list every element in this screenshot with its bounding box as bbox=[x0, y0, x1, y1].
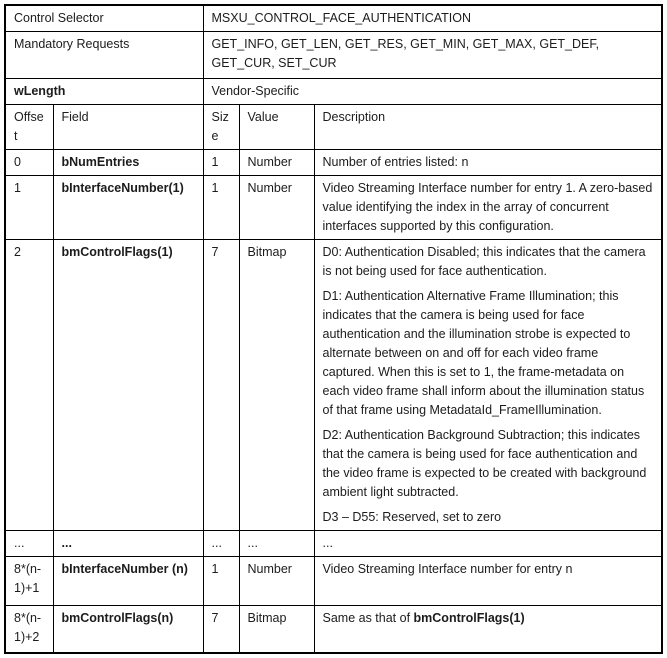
description-text: Same as that of bbox=[322, 611, 414, 625]
meta-label: Control Selector bbox=[5, 5, 203, 32]
offset-cell: 0 bbox=[5, 150, 53, 176]
table-row-bmcontrolflags-n bbox=[5, 606, 662, 653]
column-header-row bbox=[5, 105, 662, 150]
column-header-description: Description bbox=[314, 105, 662, 150]
value-cell: Number bbox=[239, 150, 314, 176]
value-cell: Bitmap bbox=[239, 606, 314, 653]
table-row-ellipsis bbox=[5, 531, 662, 557]
description-bold-ref: bmControlFlags(1) bbox=[413, 611, 525, 625]
column-header-offset: Offset bbox=[5, 105, 53, 150]
offset-cell: 8*(n-1)+2 bbox=[5, 606, 53, 653]
meta-row-wlength bbox=[5, 79, 662, 105]
description-paragraph-d0: D0: Authentication Disabled; this indicates that the camera is not being used for face authentication. bbox=[322, 245, 646, 278]
value-cell: Number bbox=[239, 176, 314, 240]
size-cell: 7 bbox=[203, 606, 239, 653]
table-row-binterfacenumber-n bbox=[5, 557, 662, 606]
description-cell bbox=[314, 240, 662, 531]
offset-cell: 2 bbox=[5, 240, 53, 531]
field-cell: bmControlFlags(n) bbox=[53, 606, 203, 653]
column-header-field: Field bbox=[53, 105, 203, 150]
meta-value: MSXU_CONTROL_FACE_AUTHENTICATION bbox=[203, 5, 662, 32]
value-cell: Bitmap bbox=[239, 240, 314, 531]
description-cell: ... bbox=[314, 531, 662, 557]
field-cell: bNumEntries bbox=[53, 150, 203, 176]
meta-row-mandatory-requests bbox=[5, 32, 662, 79]
description-cell: Number of entries listed: n bbox=[314, 150, 662, 176]
column-header-size: Size bbox=[203, 105, 239, 150]
size-cell: 7 bbox=[203, 240, 239, 531]
value-cell: Number bbox=[239, 557, 314, 606]
field-cell: ... bbox=[53, 531, 203, 557]
size-cell: 1 bbox=[203, 150, 239, 176]
value-cell: ... bbox=[239, 531, 314, 557]
meta-value: Vendor-Specific bbox=[203, 79, 662, 105]
description-cell bbox=[314, 606, 662, 653]
offset-cell: 8*(n-1)+1 bbox=[5, 557, 53, 606]
field-cell: bInterfaceNumber(1) bbox=[53, 176, 203, 240]
description-paragraph-d2: D2: Authentication Background Subtraction; this indicates that the camera is being used for face authentication and the video frame is expected to be created with background ambient light subtracted. bbox=[322, 428, 647, 499]
offset-cell: 1 bbox=[5, 176, 53, 240]
field-cell: bInterfaceNumber (n) bbox=[53, 557, 203, 606]
description-paragraph-d3: D3 – D55: Reserved, set to zero bbox=[322, 510, 502, 524]
offset-cell: ... bbox=[5, 531, 53, 557]
table-row-binterfacenumber-1 bbox=[5, 176, 662, 240]
description-cell: Video Streaming Interface number for entry 1. A zero-based value identifying the index in the array of concurrent interfaces supported by this configuration. bbox=[314, 176, 662, 240]
column-header-value: Value bbox=[239, 105, 314, 150]
control-spec-table bbox=[4, 4, 663, 654]
size-cell: 1 bbox=[203, 557, 239, 606]
field-cell: bmControlFlags(1) bbox=[53, 240, 203, 531]
description-paragraph-d1: D1: Authentication Alternative Frame Illumination; this indicates that the camera is being used for face authentication and the illumination strobe is expected to alternate between on and off for each video frame captured. When this is set to 1, the frame-metadata on each video frame shall inform about the illumination status of that frame using MetadataId_FrameIllumination. bbox=[322, 289, 645, 417]
table-row-bmcontrolflags-1 bbox=[5, 240, 662, 531]
table-row-bnumentries bbox=[5, 150, 662, 176]
description-cell: Video Streaming Interface number for entry n bbox=[314, 557, 662, 606]
meta-label: wLength bbox=[5, 79, 203, 105]
size-cell: ... bbox=[203, 531, 239, 557]
meta-value: GET_INFO, GET_LEN, GET_RES, GET_MIN, GET_MAX, GET_DEF, GET_CUR, SET_CUR bbox=[203, 32, 662, 79]
size-cell: 1 bbox=[203, 176, 239, 240]
meta-label: Mandatory Requests bbox=[5, 32, 203, 79]
meta-row-control-selector bbox=[5, 5, 662, 32]
